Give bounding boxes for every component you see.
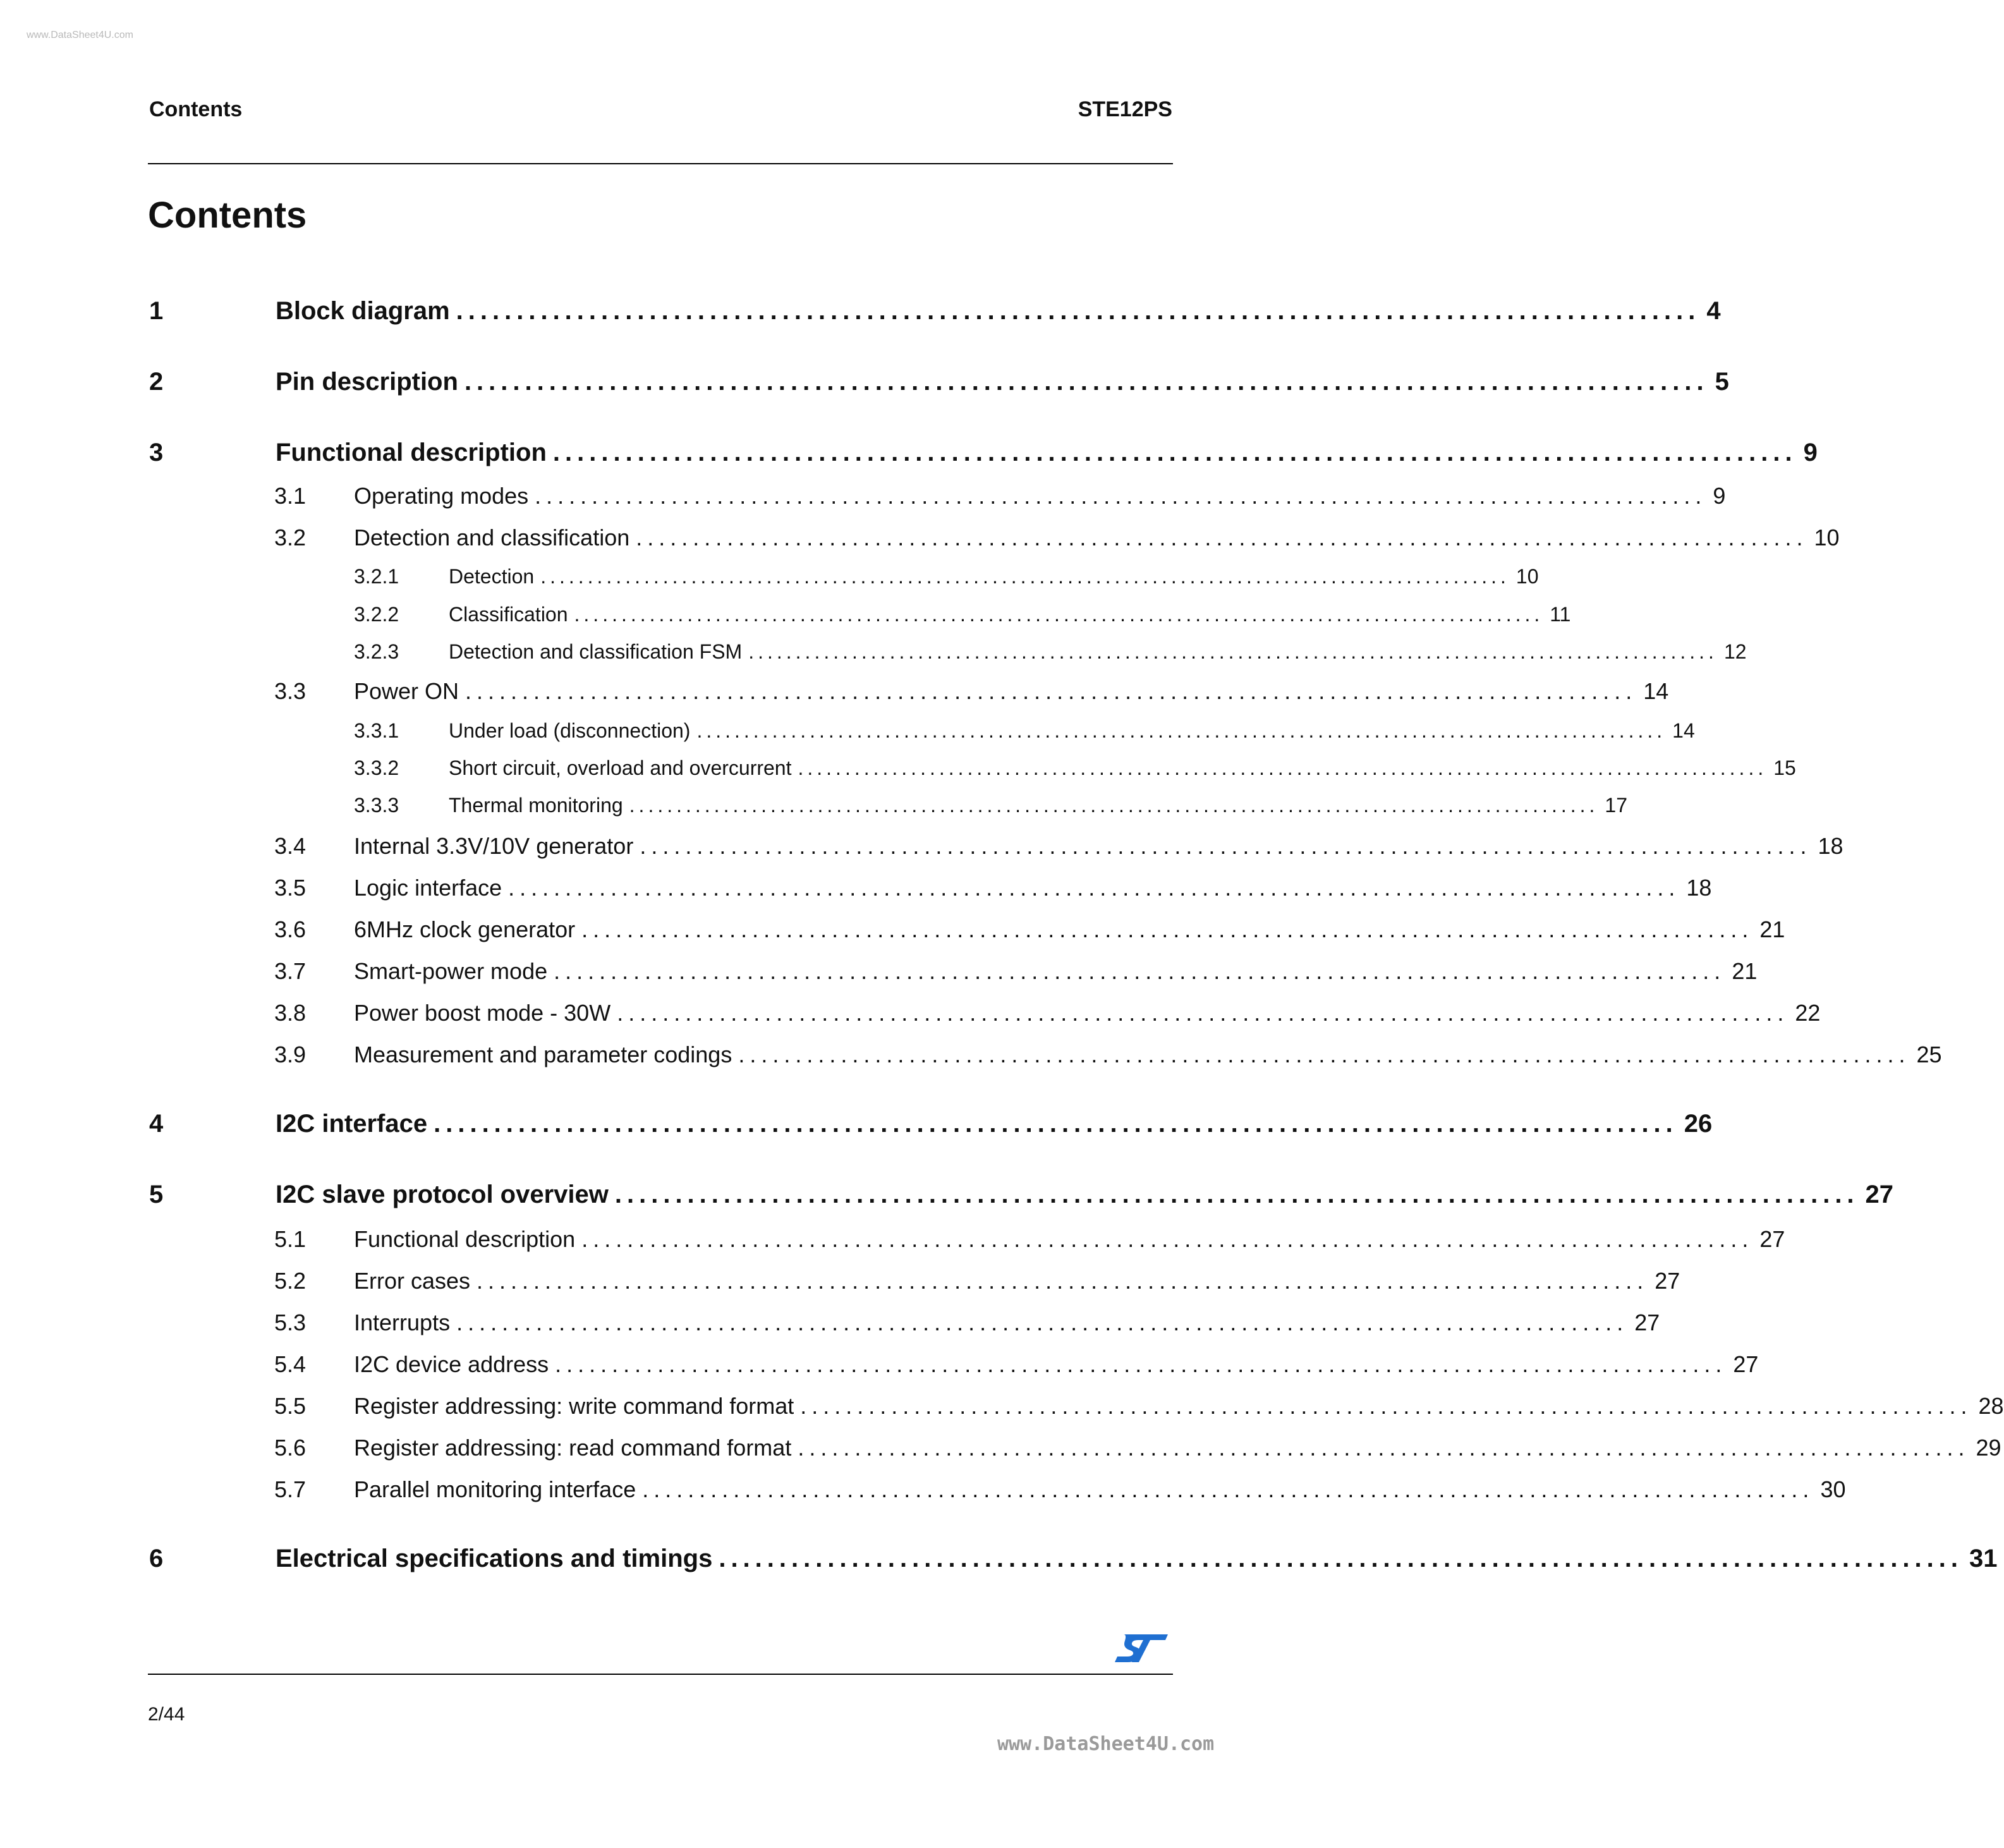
toc-title: 6MHz clock generator — [354, 916, 576, 942]
toc-title: Detection — [449, 565, 535, 588]
toc-page: 27 — [1733, 1351, 1759, 1377]
toc-number: 3.2.3 — [354, 640, 399, 663]
toc-page: 26 — [1684, 1110, 1713, 1138]
footer-rule — [148, 1674, 1173, 1675]
toc-number: 6 — [149, 1545, 164, 1572]
toc-leader: ....................................................................................................... — [477, 1268, 1649, 1294]
toc-page: 4 — [1706, 297, 1721, 325]
toc-page: 10 — [1515, 565, 1539, 588]
header-part-number: STE12PS — [1078, 97, 1172, 121]
toc-title: Block diagram — [276, 297, 450, 325]
toc-leader: ....................................................................................................... — [581, 916, 1754, 942]
toc-leader: ....................................................................................................... — [748, 640, 1718, 663]
toc-entry[interactable] — [149, 297, 1721, 327]
toc-entry[interactable] — [274, 1042, 1942, 1069]
toc-title: Thermal monitoring — [449, 794, 623, 817]
toc-title: Power ON — [354, 678, 459, 704]
toc-entry[interactable] — [149, 1545, 1998, 1575]
toc-entry[interactable] — [354, 640, 1747, 666]
toc-entry[interactable] — [274, 916, 1785, 944]
toc-page: 10 — [1814, 525, 1840, 550]
toc-number: 3.2 — [274, 525, 307, 550]
toc-page: 18 — [1686, 875, 1712, 901]
toc-leader: ....................................................................................................... — [465, 678, 1637, 704]
toc-title: Pin description — [276, 368, 458, 396]
toc-leader: ....................................................................................................... — [798, 1435, 1970, 1461]
toc-number: 5.2 — [274, 1268, 307, 1294]
toc-leader: ....................................................................................................... — [552, 439, 1797, 466]
toc-number: 2 — [149, 368, 164, 396]
toc-title: I2C interface — [276, 1110, 428, 1138]
toc-entry[interactable] — [149, 1181, 1894, 1211]
toc-entry[interactable] — [354, 794, 1627, 819]
toc-number: 3.2.2 — [354, 603, 399, 626]
toc-leader: ....................................................................................................... — [629, 794, 1599, 817]
toc-number: 5.4 — [274, 1351, 307, 1377]
toc-page: 11 — [1550, 603, 1571, 626]
toc-leader: ....................................................................................................... — [617, 1000, 1789, 1026]
page-title: Contents — [148, 195, 307, 236]
toc-page: 18 — [1818, 833, 1843, 859]
toc-page: 9 — [1713, 483, 1726, 509]
toc-number: 5.3 — [274, 1310, 307, 1335]
toc-page: 5 — [1715, 368, 1729, 396]
toc-page: 30 — [1820, 1476, 1846, 1502]
toc-leader: ....................................................................................................... — [800, 1393, 1972, 1419]
toc-entry[interactable] — [149, 368, 1729, 398]
toc-entry[interactable] — [274, 678, 1669, 706]
toc-number: 3.7 — [274, 958, 307, 984]
page-number: 2/44 — [148, 1704, 185, 1725]
toc-entry[interactable] — [274, 1226, 1785, 1254]
toc-leader: ....................................................................................................... — [719, 1545, 1963, 1572]
toc-title: I2C device address — [354, 1351, 549, 1377]
toc-entry[interactable] — [274, 875, 1712, 903]
toc-leader: ....................................................................................................... — [798, 757, 1768, 779]
toc-leader: ....................................................................................................... — [540, 565, 1510, 588]
toc-number: 3.9 — [274, 1042, 307, 1067]
toc-page: 25 — [1916, 1042, 1942, 1067]
toc-number: 3.3 — [274, 678, 307, 704]
toc-page: 21 — [1732, 958, 1758, 984]
header-section-label: Contents — [149, 97, 243, 121]
toc-entry[interactable] — [274, 1268, 1680, 1296]
toc-page: 21 — [1759, 916, 1785, 942]
toc-entry[interactable] — [274, 1351, 1759, 1379]
watermark-bottom: www.DataSheet4U.com — [997, 1733, 1215, 1755]
toc-title: Detection and classification FSM — [449, 640, 743, 663]
toc-entry[interactable] — [354, 565, 1539, 590]
toc-entry[interactable] — [354, 603, 1571, 628]
toc-number: 5.5 — [274, 1393, 307, 1419]
toc-number: 5.1 — [274, 1226, 307, 1252]
toc-page: 9 — [1803, 439, 1818, 466]
toc-entry[interactable] — [274, 833, 1843, 861]
toc-leader: ....................................................................................................... — [456, 297, 1701, 325]
toc-number: 3.3.1 — [354, 719, 399, 742]
toc-leader: ....................................................................................................... — [508, 875, 1680, 901]
toc-page: 28 — [1978, 1393, 2004, 1419]
toc-title: Functional description — [276, 439, 547, 466]
toc-leader: ....................................................................................................... — [434, 1110, 1678, 1138]
toc-number: 5.7 — [274, 1476, 307, 1502]
toc-leader: ....................................................................................................... — [554, 958, 1726, 984]
toc-number: 4 — [149, 1110, 164, 1138]
toc-page: 27 — [1865, 1181, 1894, 1208]
toc-leader: ....................................................................................................... — [614, 1181, 1859, 1208]
toc-page: 27 — [1634, 1310, 1660, 1335]
toc-leader: ....................................................................................................... — [456, 1310, 1629, 1335]
toc-title: Register addressing: read command format — [354, 1435, 792, 1461]
toc-entry[interactable] — [274, 958, 1758, 986]
toc-entry[interactable] — [274, 1393, 2004, 1421]
toc-title: Short circuit, overload and overcurrent — [449, 757, 792, 779]
toc-number: 3.6 — [274, 916, 307, 942]
toc-title: Parallel monitoring interface — [354, 1476, 636, 1502]
toc-number: 3.3.2 — [354, 757, 399, 779]
watermark-top: www.DataSheet4U.com — [27, 30, 133, 40]
toc-title: Register addressing: write command format — [354, 1393, 794, 1419]
toc-entry[interactable] — [274, 1476, 1846, 1504]
toc-title: Detection and classification — [354, 525, 630, 550]
toc-number: 3 — [149, 439, 164, 466]
toc-page: 14 — [1672, 719, 1695, 742]
toc-title: Functional description — [354, 1226, 576, 1252]
toc-number: 3.8 — [274, 1000, 307, 1026]
toc-leader: ....................................................................................................... — [642, 1476, 1814, 1502]
toc-title: Electrical specifications and timings — [276, 1545, 713, 1572]
toc-leader: ....................................................................................................... — [464, 368, 1709, 396]
st-logo-icon — [1115, 1632, 1168, 1665]
toc-page: 22 — [1795, 1000, 1821, 1026]
toc-leader: ....................................................................................................... — [535, 483, 1707, 509]
toc-number: 3.3.3 — [354, 794, 399, 817]
toc-leader: ....................................................................................................... — [555, 1351, 1727, 1377]
toc-number: 1 — [149, 297, 164, 325]
toc-leader: ....................................................................................................... — [738, 1042, 1910, 1067]
toc-entry[interactable] — [274, 1000, 1821, 1028]
toc-leader: ....................................................................................................... — [581, 1226, 1754, 1252]
toc-number: 3.2.1 — [354, 565, 399, 588]
toc-leader: ....................................................................................................... — [574, 603, 1544, 626]
toc-number: 3.1 — [274, 483, 307, 509]
toc-page: 14 — [1643, 678, 1669, 704]
toc-title: Operating modes — [354, 483, 529, 509]
toc-entry[interactable] — [274, 525, 1840, 552]
toc-leader: ....................................................................................................... — [696, 719, 1667, 742]
toc-number: 3.4 — [274, 833, 307, 859]
toc-number: 3.5 — [274, 875, 307, 901]
toc-title: Under load (disconnection) — [449, 719, 691, 742]
toc-page: 12 — [1723, 640, 1747, 663]
toc-entry[interactable] — [149, 439, 1818, 469]
toc-page: 17 — [1605, 794, 1627, 817]
toc-title: Error cases — [354, 1268, 471, 1294]
toc-number: 5.6 — [274, 1435, 307, 1461]
toc-entry[interactable] — [354, 719, 1695, 745]
toc-title: Smart-power mode — [354, 958, 548, 984]
toc-title: Power boost mode - 30W — [354, 1000, 611, 1026]
toc-entry[interactable] — [149, 1110, 1713, 1140]
toc-title: Internal 3.3V/10V generator — [354, 833, 634, 859]
toc-page: 31 — [1969, 1545, 1998, 1572]
toc-number: 5 — [149, 1181, 164, 1208]
toc-page: 27 — [1759, 1226, 1785, 1252]
toc-page: 15 — [1773, 757, 1796, 779]
toc-entry[interactable] — [354, 757, 1796, 782]
toc-leader: ....................................................................................................... — [640, 833, 1812, 859]
toc-leader: ....................................................................................................... — [636, 525, 1808, 550]
toc-page: 27 — [1655, 1268, 1680, 1294]
toc-entry[interactable] — [274, 1310, 1660, 1337]
toc-page: 29 — [1976, 1435, 2001, 1461]
toc-title: Logic interface — [354, 875, 502, 901]
toc-entry[interactable] — [274, 1435, 2001, 1462]
toc-title: I2C slave protocol overview — [276, 1181, 609, 1208]
toc-title: Measurement and parameter codings — [354, 1042, 732, 1067]
toc-title: Interrupts — [354, 1310, 451, 1335]
toc-entry[interactable] — [274, 483, 1726, 511]
toc-title: Classification — [449, 603, 568, 626]
